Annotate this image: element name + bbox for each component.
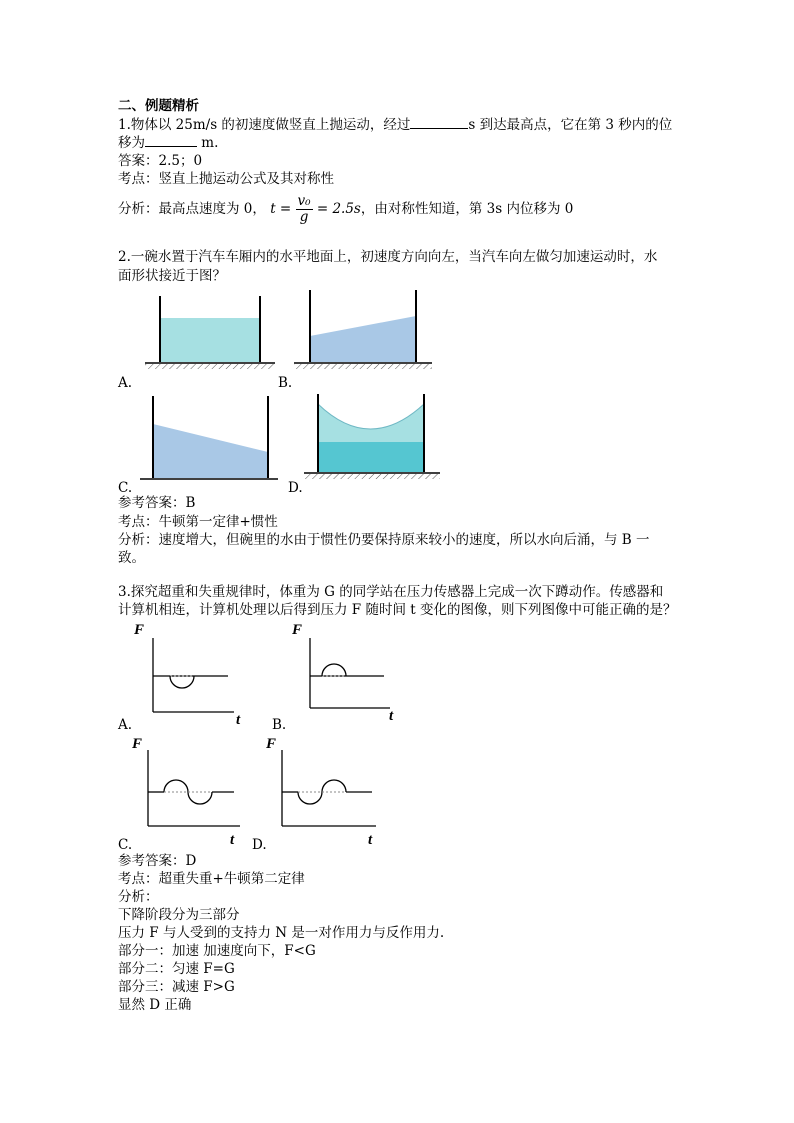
axis-x-label: t [389, 708, 394, 724]
q1-analysis [118, 192, 573, 226]
q3-point: 考点：超重失重+牛顿第二定律 [118, 871, 305, 887]
q2-line2: 面形状接近于图？ [118, 268, 226, 284]
q3-label-b: B. [272, 717, 287, 733]
q1-line1 [118, 116, 672, 134]
q2-figure-d [300, 392, 444, 482]
q1-blank-1 [410, 116, 468, 129]
section-title: 二、例题精析 [118, 98, 199, 114]
q1-formula-result: = 2.5s [316, 201, 361, 217]
q3-analysis-line: 部分三：减速 F>G [118, 979, 235, 995]
water-dark [318, 442, 424, 472]
q2-answer: 参考答案：B [118, 495, 196, 511]
q3-label-d: D. [252, 837, 267, 853]
q3-analysis-head: 分析： [118, 889, 159, 905]
q1-blank-2 [145, 134, 197, 147]
q1-formula-num: v₀ [297, 193, 311, 209]
q1-formula-t: t = [270, 201, 292, 217]
q3-label-c: C. [118, 837, 133, 853]
q2-label-d: D. [288, 480, 303, 496]
q1-line1-b: s 到达最高点，它在第 3 秒内的位 [468, 117, 673, 133]
q1-formula-fraction [296, 194, 313, 225]
q2-analysis-2: 致。 [118, 550, 145, 566]
q1-line2 [118, 134, 218, 152]
axis-y-label: F [132, 736, 143, 752]
q2-label-c: C. [118, 480, 133, 496]
axis-y-label: F [292, 622, 303, 638]
q3-graph-c [128, 734, 258, 849]
water [310, 316, 416, 362]
q2-label-a: A. [118, 375, 133, 391]
q1-line1-a: 1.物体以 25m/s 的初速度做竖直上抛运动，经过 [118, 117, 411, 133]
q2-figure-b [292, 288, 434, 378]
q3-analysis-line: 部分二：匀速 F=G [118, 961, 235, 977]
axis-x-label: t [368, 832, 373, 848]
axis-y-label: F [266, 736, 277, 752]
axis-y-label: F [134, 622, 145, 638]
q3-answer: 参考答案：D [118, 853, 197, 869]
q1-line2-b: m. [197, 135, 219, 151]
q3-label-a: A. [118, 717, 133, 733]
q1-analysis-b: ，由对称性知道，第 3s 内位移为 0 [360, 201, 574, 217]
water [160, 318, 260, 362]
q3-line2: 计算机相连，计算机处理以后得到压力 F 随时间 t 变化的图像，则下列图像中可能正确的是？ [118, 602, 677, 618]
q3-graph-a [128, 620, 258, 725]
q3-graph-d [262, 734, 392, 849]
q1-point: 考点：竖直上抛运动公式及其对称性 [118, 171, 334, 187]
q3-analysis-line: 下降阶段分为三部分 [118, 907, 240, 923]
axis-x-label: t [230, 832, 235, 848]
q1-analysis-a: 分析：最高点速度为 0， [118, 201, 266, 217]
q2-point: 考点：牛顿第一定律+惯性 [118, 514, 278, 530]
q3-analysis-line: 显然 D 正确 [118, 997, 192, 1013]
q2-analysis-1: 分析：速度增大，但碗里的水由于惯性仍要保持原来较小的速度，所以水向后涌，与 B 一 [118, 532, 650, 548]
q3-analysis-line: 部分一：加速 加速度向下，F<G [118, 943, 316, 959]
q2-figure-a [140, 292, 280, 378]
q3-graph-b [286, 620, 416, 725]
water [153, 424, 268, 478]
axis-x-label: t [236, 712, 241, 725]
q2-label-b: B. [278, 375, 293, 391]
q3-analysis-line: 压力 F 与人受到的支持力 N 是一对作用力与反作用力. [118, 925, 445, 941]
q3-line1: 3.探究超重和失重规律时，体重为 G 的同学站在压力传感器上完成一次下蹲动作。传感器和 [118, 584, 664, 600]
q1-answer: 答案：2.5；0 [118, 153, 203, 169]
q2-figure-c [138, 392, 280, 482]
q1-line2-a: 移为 [118, 135, 145, 151]
q2-line1: 2.一碗水置于汽车车厢内的水平地面上，初速度方向向左，当汽车向左做匀加速运动时，水 [118, 249, 658, 265]
q1-formula-den: g [299, 209, 309, 225]
